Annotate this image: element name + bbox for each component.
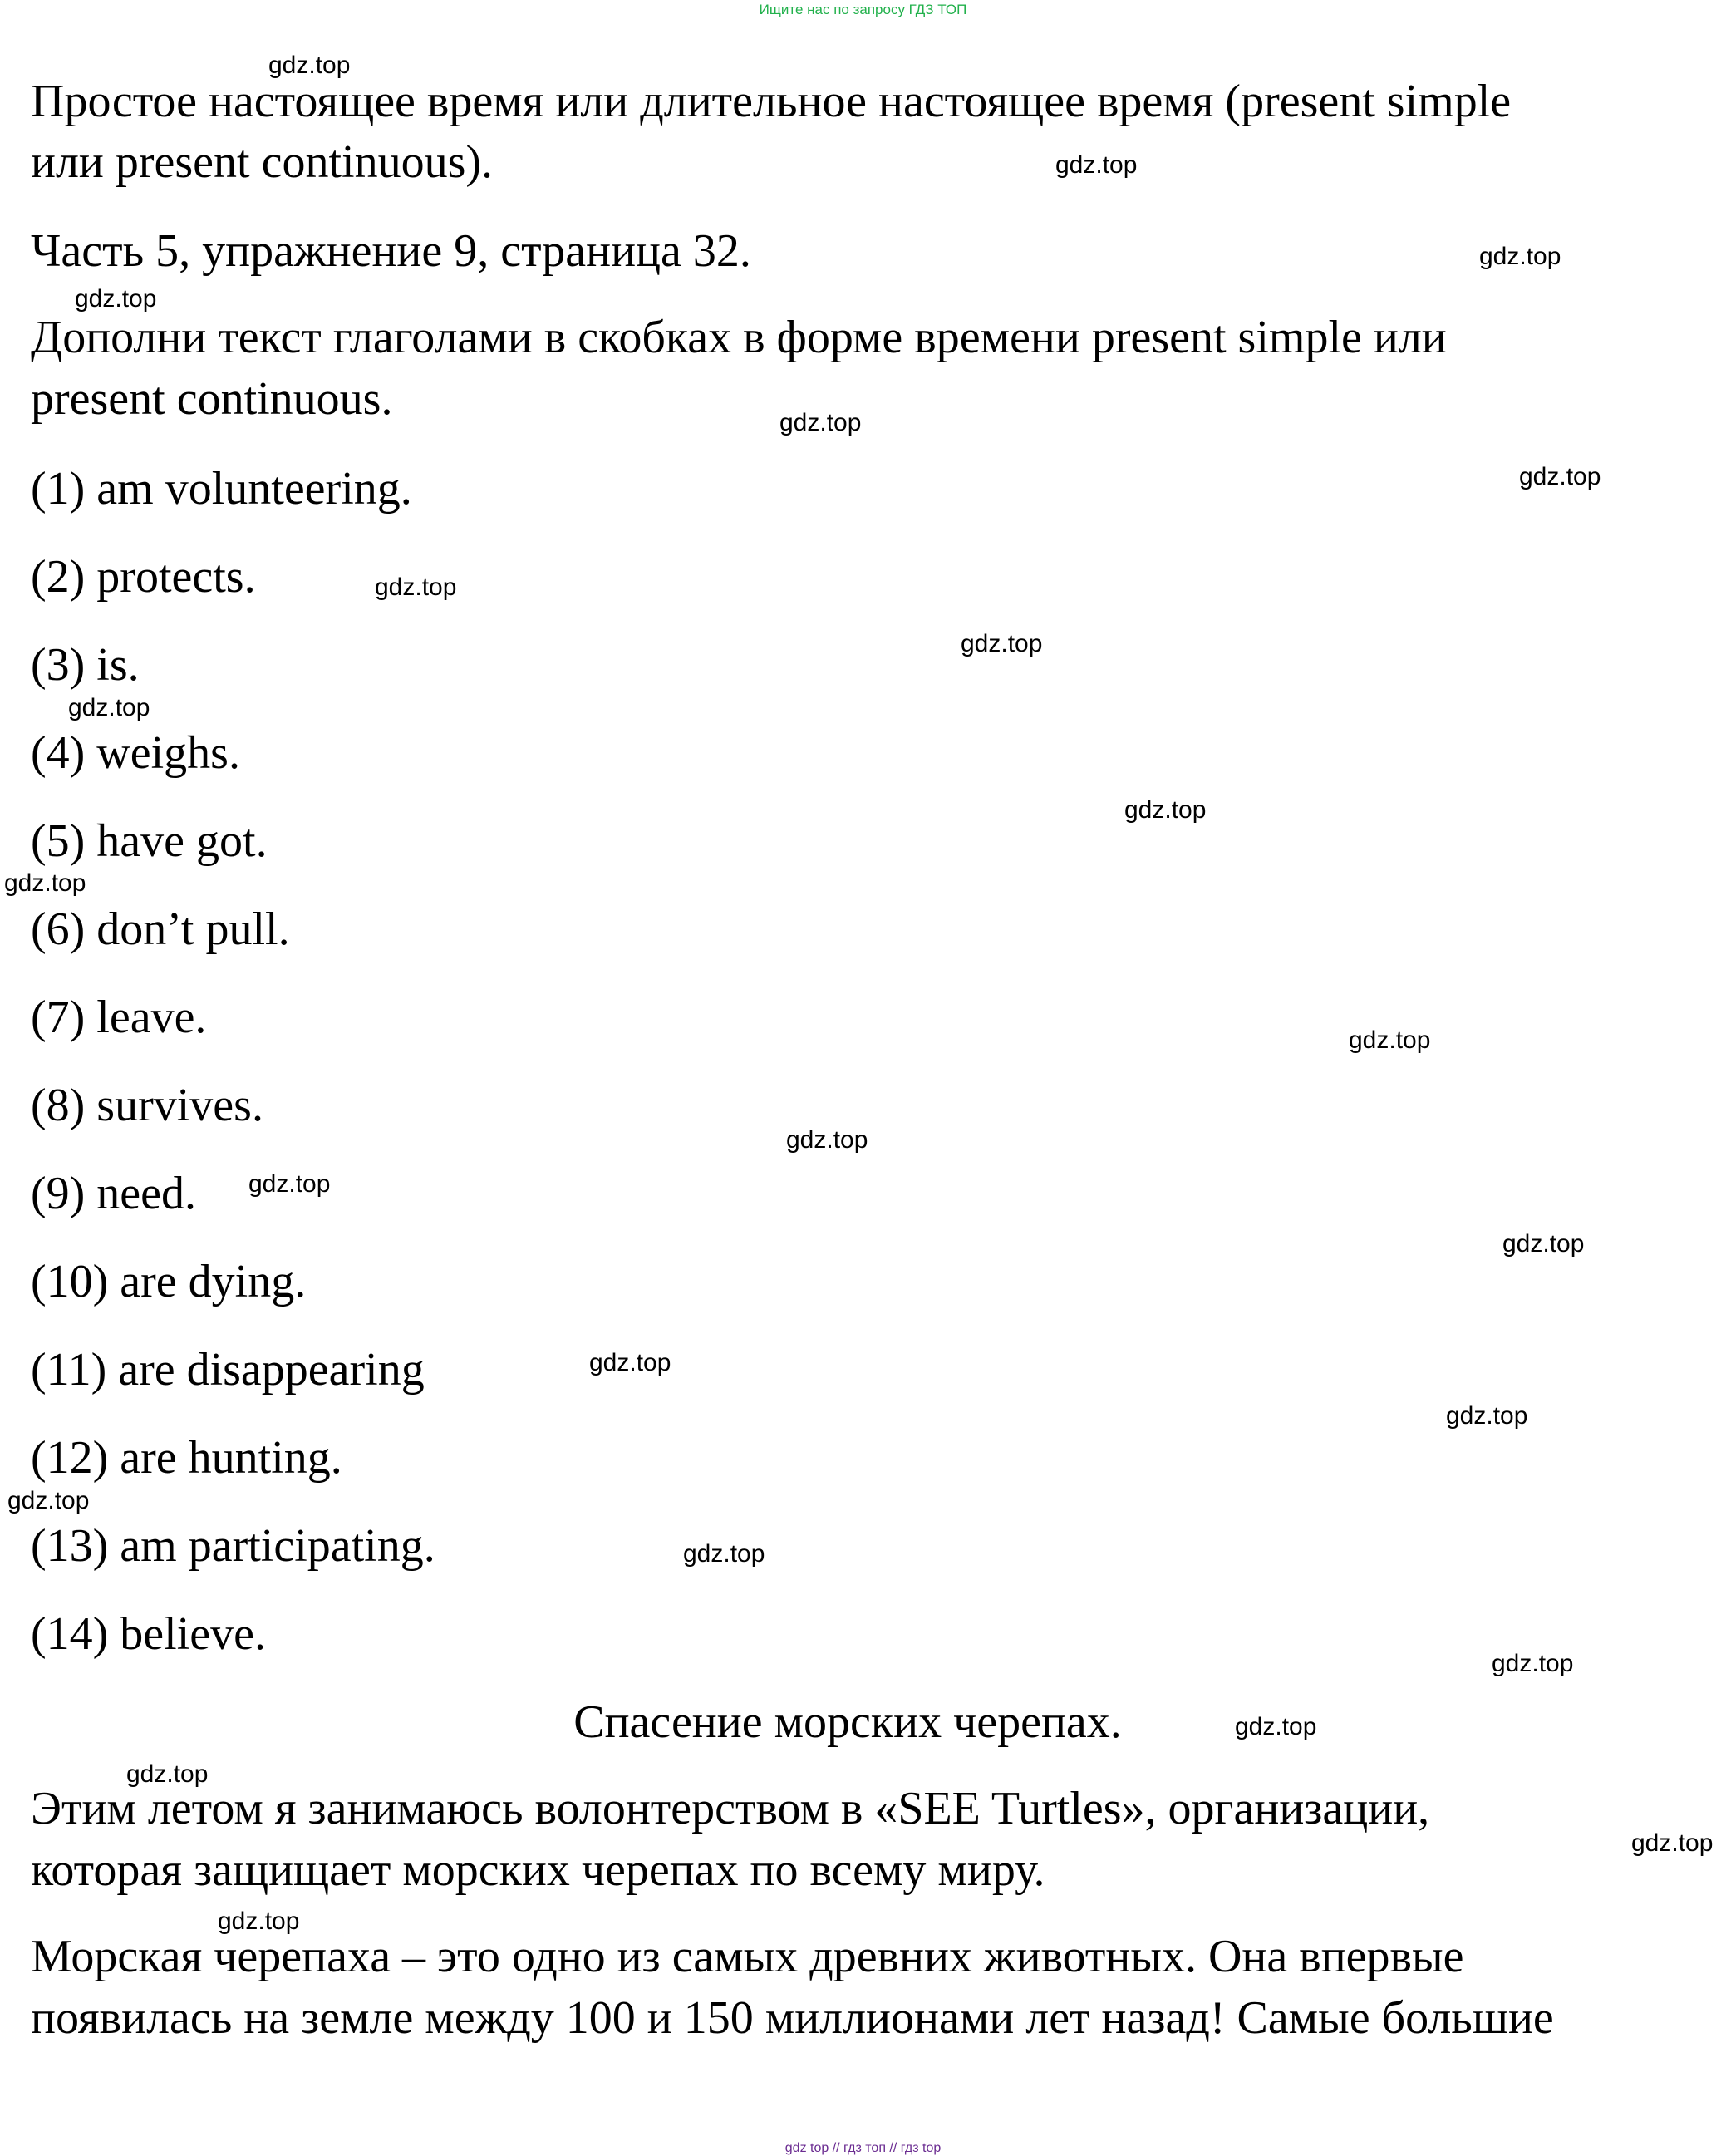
answer-item: (2) protects.: [31, 551, 256, 603]
answer-item: (10) are dying.: [31, 1256, 307, 1307]
watermark: gdz.top: [1479, 243, 1561, 270]
watermark: gdz.top: [1631, 1829, 1714, 1857]
answer-item: (4) weighs.: [31, 727, 240, 779]
answer-item: (5) have got.: [31, 815, 268, 867]
watermark: gdz.top: [1235, 1713, 1317, 1740]
task-line-1: Дополни текст глаголами в скобках в форме времени present simple или: [31, 312, 1447, 363]
watermark: gdz.top: [68, 694, 150, 721]
answer-item: (6) don’t pull.: [31, 903, 290, 955]
answer-item: (1) am volunteering.: [31, 463, 412, 514]
watermark: gdz.top: [1519, 463, 1601, 490]
translation-line-4: появилась на земле между 100 и 150 миллионами лет назад! Самые большие: [31, 1992, 1554, 2044]
watermark: gdz.top: [589, 1349, 671, 1376]
watermark: gdz.top: [4, 869, 86, 897]
search-banner: Ищите нас по запросу ГДЗ ТОП: [759, 2, 967, 17]
answer-item: (13) am participating.: [31, 1520, 435, 1572]
watermark: gdz.top: [75, 285, 157, 313]
watermark: gdz.top: [1349, 1026, 1431, 1054]
watermark: gdz.top: [1446, 1402, 1528, 1430]
translation-line-2: которая защищает морских черепах по всему миру.: [31, 1844, 1045, 1896]
watermark: gdz.top: [218, 1907, 300, 1935]
watermark: gdz.top: [1502, 1230, 1585, 1258]
translation-title: Спасение морских черепах.: [573, 1696, 1122, 1748]
answer-item: (12) are hunting.: [31, 1432, 342, 1484]
watermark: gdz.top: [779, 409, 862, 436]
answer-item: (3) is.: [31, 639, 140, 691]
footer-links: gdz top // гдз топ // гдз top: [784, 2141, 942, 2155]
translation-line-3: Морская черепаха – это одно из самых древних животных. Она впервые: [31, 1931, 1464, 1982]
answer-item: (9) need.: [31, 1168, 197, 1219]
watermark: gdz.top: [375, 573, 457, 601]
title-line-2: или present continuous).: [31, 136, 494, 188]
watermark: gdz.top: [1124, 796, 1207, 824]
task-line-2: present continuous.: [31, 373, 393, 425]
watermark: gdz.top: [786, 1126, 868, 1154]
watermark: gdz.top: [1055, 151, 1138, 179]
answer-item: (8) survives.: [31, 1080, 263, 1131]
title-line-1: Простое настоящее время или длительное настоящее время (present simple: [31, 76, 1512, 127]
watermark: gdz.top: [961, 630, 1043, 657]
translation-line-1: Этим летом я занимаюсь волонтерством в «SEE Turtles», организации,: [31, 1783, 1430, 1834]
exercise-reference: Часть 5, упражнение 9, страница 32.: [31, 225, 751, 277]
answer-item: (14) believe.: [31, 1608, 266, 1660]
watermark: gdz.top: [1492, 1650, 1574, 1677]
watermark: gdz.top: [248, 1170, 331, 1198]
answer-item: (11) are disappearing: [31, 1344, 425, 1395]
watermark: gdz.top: [126, 1760, 209, 1788]
watermark: gdz.top: [683, 1540, 765, 1568]
answer-item: (7) leave.: [31, 992, 207, 1043]
watermark: gdz.top: [7, 1487, 90, 1514]
watermark: gdz.top: [268, 52, 351, 79]
